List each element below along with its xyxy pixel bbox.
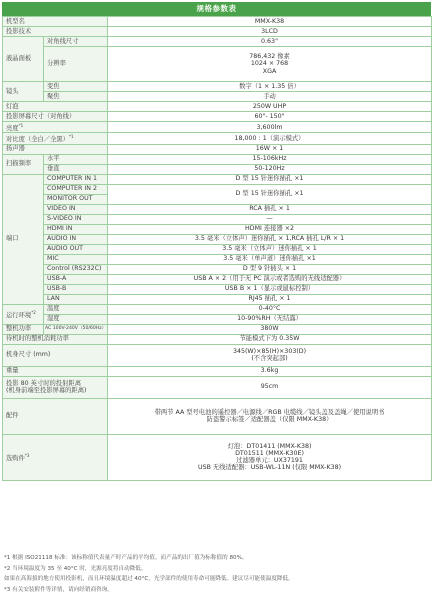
port-value: RCA 插孔 × 1 [108, 204, 432, 214]
footnotes [4, 553, 433, 595]
row-label [3, 304, 44, 324]
sub-label: 变焦 [44, 82, 108, 92]
weight-value: 3.6kg [108, 366, 432, 376]
port-name: MIC [44, 254, 108, 264]
option-line: DT01511 (MMX-K30E) [235, 449, 304, 457]
spec-table-title: 规格参数表 [2, 2, 431, 16]
row-label: 扫描频率 [3, 154, 44, 174]
sub-label: 水平 [44, 154, 108, 164]
accessories-line: 带两节 AA 型号电池的遥控器／电源线／RGB 电缆线／镜头盖及盖绳／使用说明书 [154, 408, 385, 416]
sub-label: 分辨率 [44, 47, 108, 82]
footnote: *2 当环境温度为 35 至 40°C 时，光源亮度将自动降低。 [4, 565, 147, 572]
footnote: 如果在高海拔的地方使用投影机，而且环境温度超过 40°C，光学部件的使用寿命可能降低。建议尽可能使温度降低。 [4, 576, 294, 582]
sub-label: 聚焦 [44, 92, 108, 102]
accessories-value [108, 398, 432, 434]
row-label: 投影屏幕尺寸（对角线） [3, 112, 108, 122]
environment-label: 运行环境 [6, 312, 32, 320]
options-label: 选购件 [6, 455, 25, 463]
footnote: *3 有关安装附件等详情，请向经销商咨询。 [4, 586, 113, 593]
port-name: S-VIDEO IN [44, 214, 108, 224]
row-label: 投影技术 [3, 27, 108, 37]
row-label: 液晶面板 [3, 37, 44, 82]
option-line: 灯泡：DT01411 (MMX-K38) [227, 442, 312, 450]
resolution-size: 1024 × 768 [250, 60, 289, 68]
projection-value: 3LCD [108, 27, 432, 37]
accessories-line: 防盗警示标签／适配器盖（仅限 MMX-K38） [206, 416, 333, 424]
port-name: USB-B [44, 284, 108, 294]
option-line: 过滤器单元：UX37191 [236, 457, 303, 465]
row-label: 配件 [3, 398, 108, 434]
port-value: 3.5 毫米（单声道）迷你插孔 ×1 [108, 254, 432, 264]
port-name: LAN [44, 294, 108, 304]
row-label: 端口 [3, 174, 44, 304]
row-label: 镜头 [3, 82, 44, 102]
brightness-label: 亮度 [6, 125, 19, 133]
dimensions-size: 345(W)×85(H)×303(D) [232, 347, 307, 355]
port-value: — [108, 214, 432, 224]
port-name: USB-A [44, 274, 108, 284]
sub-label: 对角线尺寸 [44, 37, 108, 47]
options-value [108, 434, 432, 480]
row-label [3, 376, 108, 398]
resolution-value [108, 47, 432, 82]
port-name: COMPUTER IN 2 [44, 184, 108, 194]
speaker-value: 16W × 1 [108, 144, 432, 154]
distance-label-note: (机身前端至投影屏幕的距离) [6, 387, 87, 395]
lamp-value: 250W UHP [108, 102, 432, 112]
port-value: RJ45 插孔 × 1 [108, 294, 432, 304]
row-label: 重量 [3, 366, 108, 376]
sub-label: 温度 [44, 304, 108, 314]
sub-label: AC 100V-240V（50/60Hz） [44, 324, 108, 334]
port-value: D 型 9 针插头 × 1 [108, 264, 432, 274]
port-name: AUDIO IN [44, 234, 108, 244]
sub-label: 垂直 [44, 164, 108, 174]
port-value: D 型 15 针迷你插孔 ×1 [108, 184, 432, 204]
footnote: *1 根据 ISO21118 标准：该标称值代表量产时产品的平均值。而产品的出厂值为标称值的 80%。 [4, 555, 248, 561]
resolution-format: XGA [262, 67, 277, 75]
spec-table [2, 16, 432, 481]
port-value: 3.5 毫米（立体声）迷你插孔 × 1,RCA 插孔 L/R × 1 [108, 234, 432, 244]
zoom-value: 数字（1 × 1.35 倍） [108, 82, 432, 92]
port-value: USB A × 2（用于无 PC 演示或者选购的无线适配器） [108, 274, 432, 284]
footnote-mark: *2 [31, 309, 36, 315]
port-name: VIDEO IN [44, 204, 108, 214]
contrast-value: 18,000 : 1（演示模式） [108, 133, 432, 144]
footnote-mark: *3 [24, 452, 30, 458]
dimensions-value [108, 344, 432, 366]
port-name: HDMI IN [44, 224, 108, 234]
standby-value: 节能模式下为 0.35W [108, 334, 432, 344]
row-label [3, 133, 108, 144]
screen-size-value: 60"- 150" [108, 112, 432, 122]
row-label [3, 434, 108, 480]
distance-value: 95cm [108, 376, 432, 398]
distance-label: 投影 80 英寸时的投射距离 [6, 379, 81, 387]
resolution-pixels: 786,432 像素 [249, 53, 290, 61]
vertical-value: 50-120Hz [108, 164, 432, 174]
row-label: 灯泡 [3, 102, 108, 112]
brightness-value: 3,600lm [108, 122, 432, 133]
row-label: 机型名 [3, 17, 108, 27]
port-value: USB B × 1（显示或鼠标控制） [108, 284, 432, 294]
port-name: MONITOR OUT [44, 194, 108, 204]
port-value: HDMI 连接器 ×2 [108, 224, 432, 234]
row-label: 扬声器 [3, 144, 108, 154]
port-value: D 型 15 针迷你插孔 ×1 [108, 174, 432, 184]
model-value: MMX-K38 [108, 17, 432, 27]
port-value: 3.5 毫米（立体声）迷你插孔 × 1 [108, 244, 432, 254]
footnote-mark: *1 [18, 123, 24, 128]
port-name: AUDIO OUT [44, 244, 108, 254]
row-label [3, 122, 108, 133]
option-line: USB 无线适配器：USB-WL-11N (仅限 MMX-K38) [197, 464, 342, 472]
row-label: 整机功率 [3, 324, 44, 334]
row-label: 机身尺寸 (mm) [3, 344, 108, 366]
diagonal-value: 0.63" [108, 37, 432, 47]
row-label: 待机时的整机消耗功率 [3, 334, 108, 344]
sub-label: 湿度 [44, 314, 108, 324]
port-name: Control (RS232C) [44, 264, 108, 274]
dimensions-note: (不含突起部) [251, 355, 288, 363]
temperature-value: 0-40°C [108, 304, 432, 314]
footnote-mark: *1 [68, 134, 74, 140]
humidity-value: 10-90%RH（无结露） [108, 314, 432, 324]
horizontal-value: 15-106kHz [108, 154, 432, 164]
contrast-label: 对比度（全白／全黑） [6, 136, 69, 144]
power-value: 380W [108, 324, 432, 334]
focus-value: 手动 [108, 92, 432, 102]
port-name: COMPUTER IN 1 [44, 174, 108, 184]
spec-sheet [2, 2, 431, 481]
